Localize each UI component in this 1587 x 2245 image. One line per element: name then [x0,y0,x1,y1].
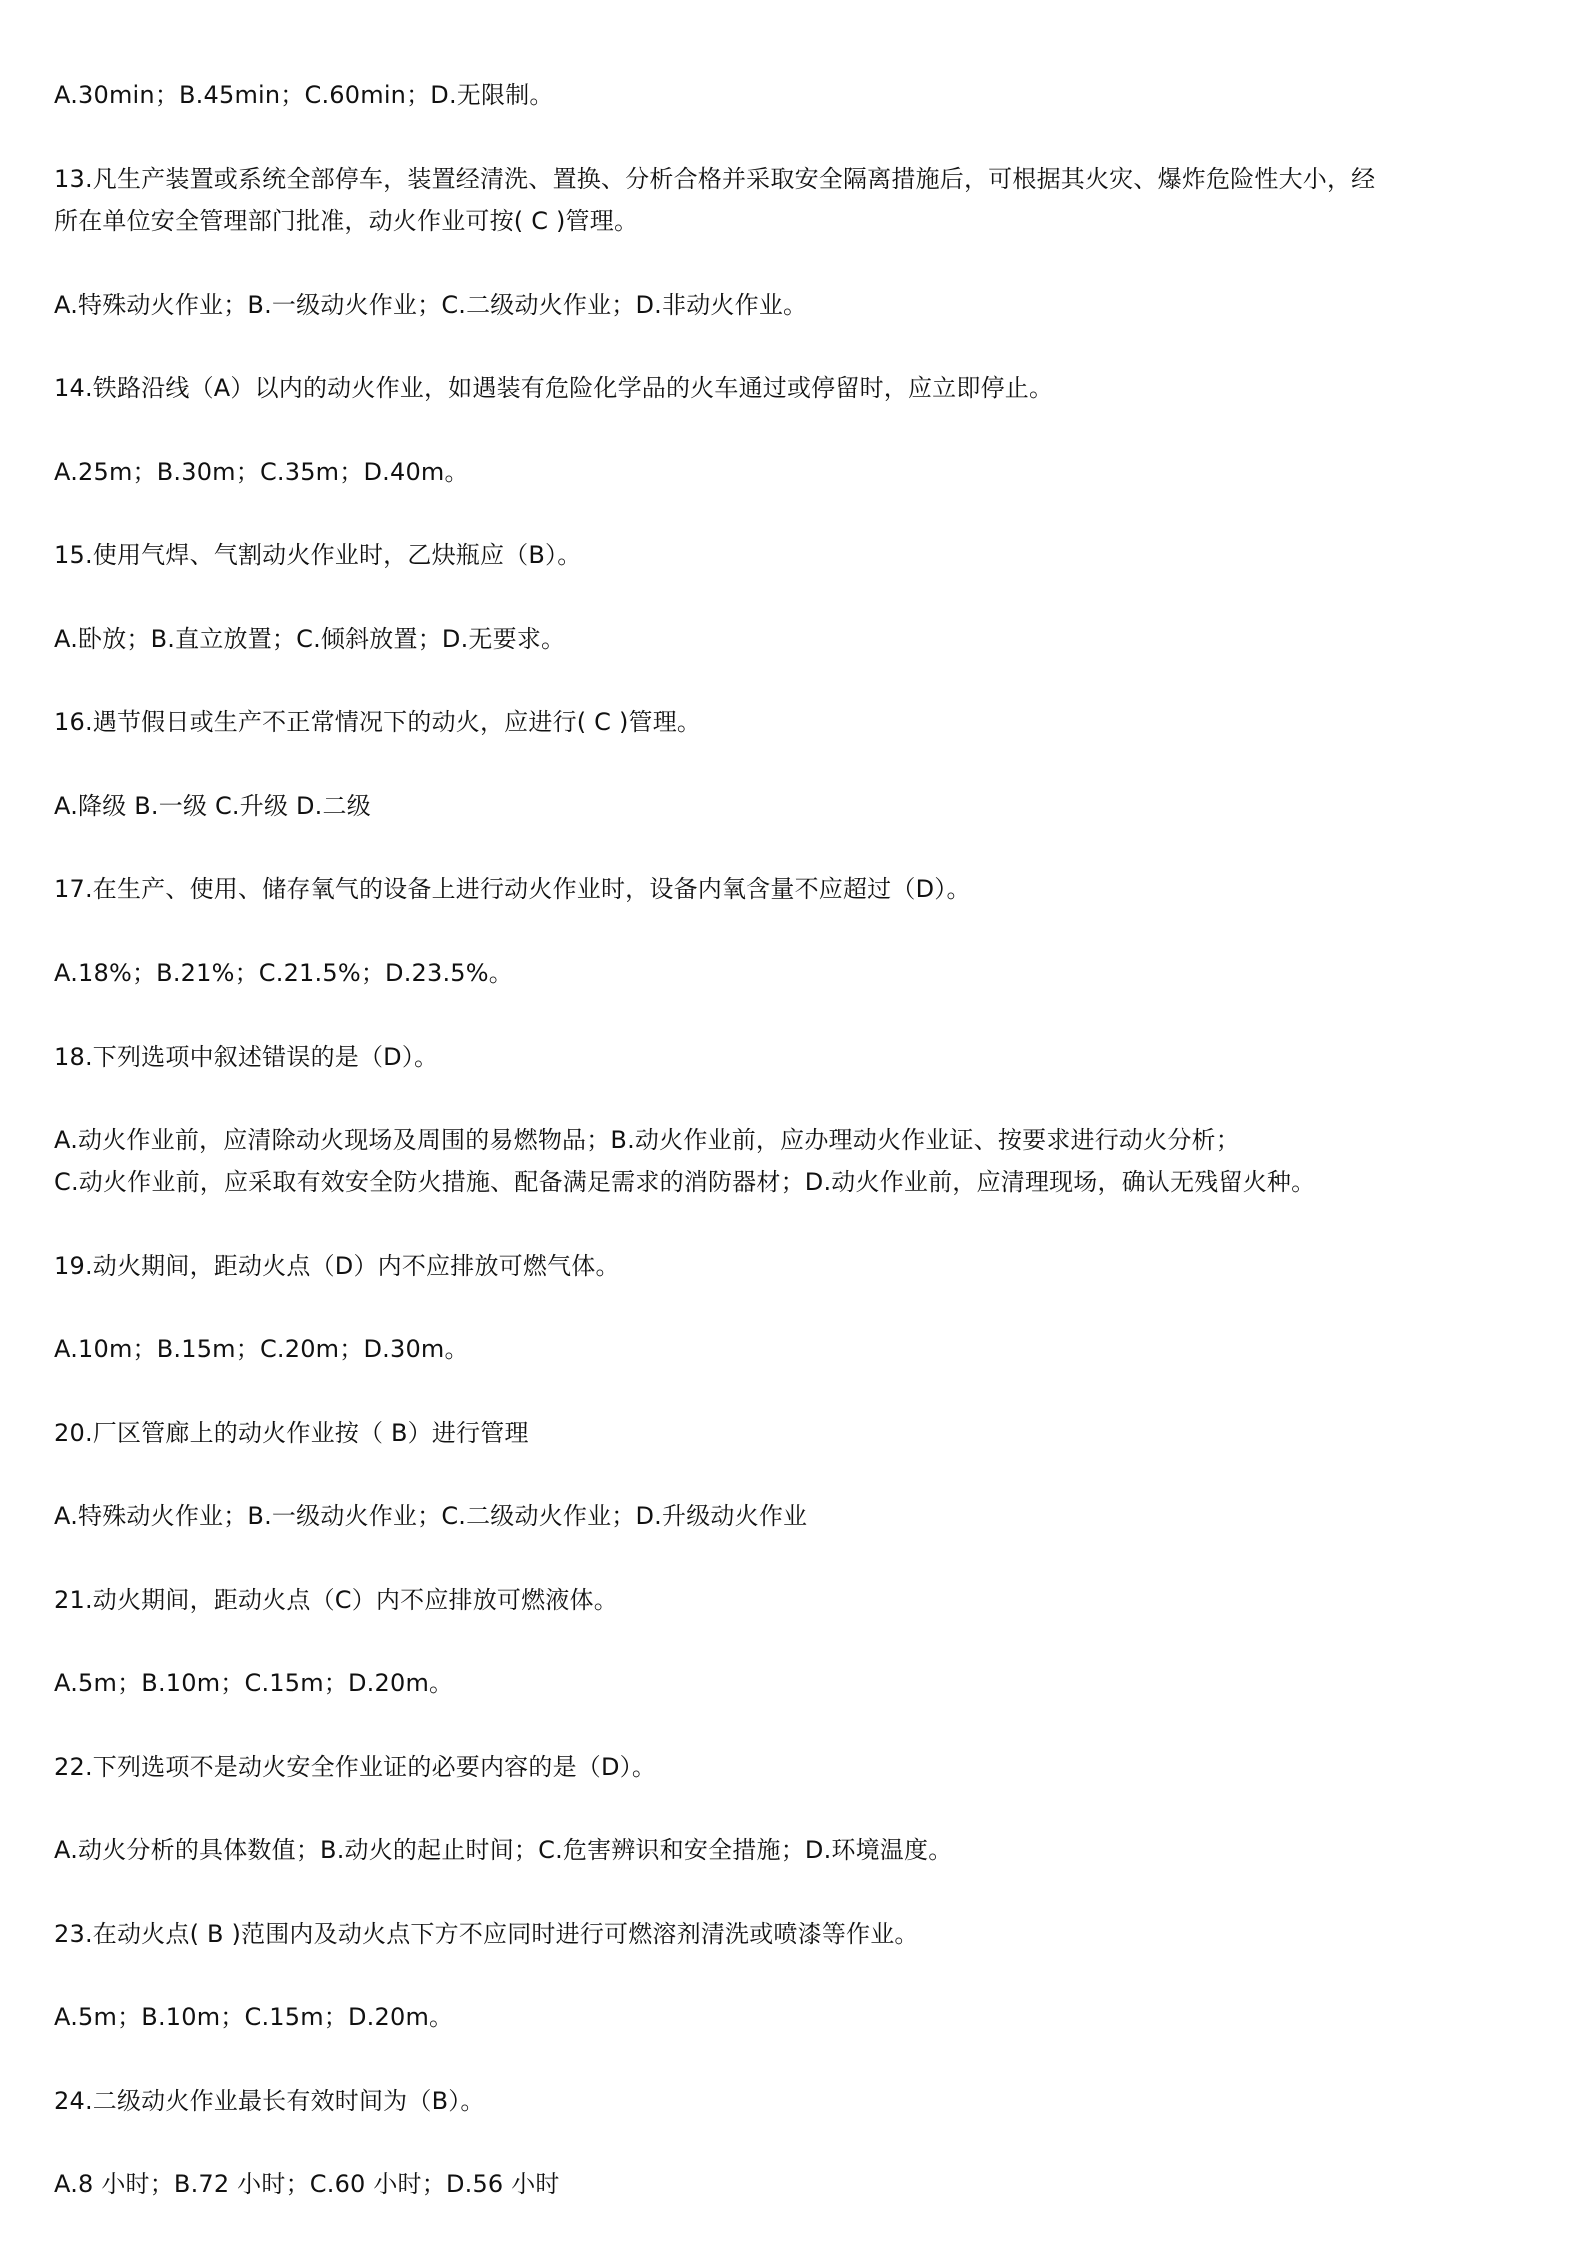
q15-options: A.卧放；B.直立放置；C.倾斜放置；D.无要求。 [54,625,566,653]
q20-options: A.特殊动火作业；B.一级动火作业；C.二级动火作业；D.升级动火作业 [54,1502,808,1530]
q22-question: 22.下列选项不是动火安全作业证的必要内容的是（D）。 [54,1753,657,1781]
q17-question: 17.在生产、使用、储存氧气的设备上进行动火作业时，设备内氧含量不应超过（D）。 [54,875,971,903]
q21-options: A.5m；B.10m；C.15m；D.20m。 [54,1669,454,1697]
q12-options: A.30min；B.45min；C.60min；D.无限制。 [54,81,554,109]
q16-question: 16.遇节假日或生产不正常情况下的动火，应进行( C )管理。 [54,708,702,736]
q24-options: A.8 小时；B.72 小时；C.60 小时；D.56 小时 [54,2170,560,2198]
q22-options: A.动火分析的具体数值；B.动火的起止时间；C.危害辨识和安全措施；D.环境温度。 [54,1836,953,1864]
q18-options-line2: C.动火作业前，应采取有效安全防火措施、配备满足需求的消防器材；D.动火作业前，应清理现场，确认无残留火种。 [54,1168,1316,1196]
q13-question-line1: 13.凡生产装置或系统全部停车，装置经清洗、置换、分析合格并采取安全隔离措施后，可根据其火灾、爆炸危险性大小，经 [54,165,1376,193]
q13-question-line2: 所在单位安全管理部门批准，动火作业可按( C )管理。 [54,207,639,235]
q21-question: 21.动火期间，距动火点（C）内不应排放可燃液体。 [54,1586,618,1614]
q19-question: 19.动火期间，距动火点（D）内不应排放可燃气体。 [54,1252,620,1280]
q24-question: 24.二级动火作业最长有效时间为（B）。 [54,2087,485,2115]
q15-question: 15.使用气焊、气割动火作业时，乙炔瓶应（B）。 [54,541,582,569]
q17-options: A.18%；B.21%；C.21.5%；D.23.5%。 [54,959,513,987]
q16-options: A.降级 B.一级 C.升级 D.二级 [54,792,371,820]
q14-options: A.25m；B.30m；C.35m；D.40m。 [54,458,469,486]
q23-question: 23.在动火点( B )范围内及动火点下方不应同时进行可燃溶剂清洗或喷漆等作业。 [54,1920,919,1948]
q19-options: A.10m；B.15m；C.20m；D.30m。 [54,1335,469,1363]
q23-options: A.5m；B.10m；C.15m；D.20m。 [54,2003,454,2031]
q18-options-line1: A.动火作业前，应清除动火现场及周围的易燃物品；B.动火作业前，应办理动火作业证、按要求进行动火分析； [54,1126,1240,1154]
q18-question: 18.下列选项中叙述错误的是（D）。 [54,1043,439,1071]
q14-question: 14.铁路沿线（A）以内的动火作业，如遇装有危险化学品的火车通过或停留时，应立即停止。 [54,374,1054,402]
q20-question: 20.厂区管廊上的动火作业按（ B）进行管理 [54,1419,529,1447]
q13-options: A.特殊动火作业；B.一级动火作业；C.二级动火作业；D.非动火作业。 [54,291,808,319]
